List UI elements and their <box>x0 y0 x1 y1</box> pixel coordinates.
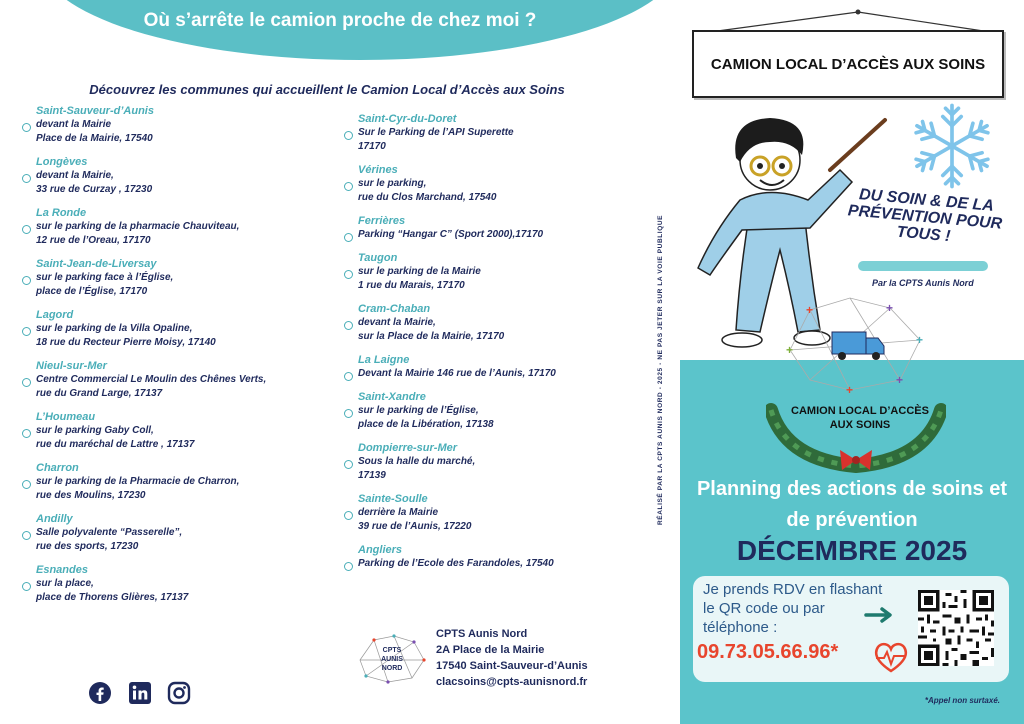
svg-text:AUNIS: AUNIS <box>381 656 403 663</box>
badge-text: CAMION LOCAL D’ACCÈS AUX SOINS <box>791 405 929 431</box>
brush-stroke <box>858 258 988 274</box>
stop-town: La Laigne <box>358 354 410 366</box>
stop-address-line: Sur le Parking de l’API Superette <box>358 127 514 138</box>
stop-entry <box>344 214 664 242</box>
stop-address-line: place de Thorens Glières, 17137 <box>36 592 189 603</box>
svg-text:+: + <box>806 303 814 317</box>
stop-address-line: 17139 <box>358 470 386 481</box>
bullet-icon <box>344 270 353 279</box>
svg-text:NORD: NORD <box>381 665 403 672</box>
stop-town: Saint-Jean-de-Liversay <box>36 258 157 270</box>
stop-address-line: place de la Libération, 17138 <box>358 419 494 430</box>
bullet-icon <box>344 460 353 469</box>
stop-town: Lagord <box>36 309 74 321</box>
stop-entry <box>22 410 332 452</box>
stop-entry <box>22 155 332 197</box>
bullet-icon <box>22 378 31 387</box>
contact-name: CPTS Aunis Nord <box>436 628 528 640</box>
rdv-text: Je prends RDV en flashant le QR code ou par téléphone : <box>703 581 883 636</box>
sign-title <box>692 30 1004 98</box>
stop-town: La Ronde <box>36 207 87 219</box>
bullet-icon <box>344 409 353 418</box>
stop-entry <box>344 353 664 381</box>
bullet-icon <box>344 131 353 140</box>
stop-address-line: rue des sports, 17230 <box>36 541 139 552</box>
linkedin-icon[interactable] <box>128 681 152 705</box>
stop-address-line: sur la place, <box>36 578 94 589</box>
stop-entry <box>22 206 332 248</box>
stop-town: Longèves <box>36 156 88 168</box>
stop-address-line: devant la Mairie, <box>36 170 114 181</box>
bullet-icon <box>344 562 353 571</box>
svg-text:+: + <box>896 373 904 387</box>
stop-address-line: rue des Moulins, 17230 <box>36 490 146 501</box>
cpts-logo <box>354 630 430 686</box>
heartbeat-icon <box>872 640 910 674</box>
qr-code[interactable] <box>918 590 994 666</box>
arrow-right-icon <box>864 606 896 624</box>
holly-wreath <box>766 400 946 476</box>
stop-address-line: sur le parking de la Pharmacie de Charron, <box>36 476 240 487</box>
bullet-icon <box>344 372 353 381</box>
stop-address-line: sur la Place de la Mairie, 17170 <box>358 331 505 342</box>
stop-address-line: sur le parking de l’Église, <box>358 405 479 416</box>
stop-entry <box>22 461 332 503</box>
instagram-icon[interactable] <box>167 681 191 705</box>
stop-town: Taugon <box>358 252 398 264</box>
svg-text:+: + <box>916 333 924 347</box>
planning-month: DÉCEMBRE 2025 <box>736 535 968 566</box>
stop-entry <box>344 390 664 432</box>
stop-address-line: sur le parking Gaby Coll, <box>36 425 154 436</box>
bullet-icon <box>22 123 31 132</box>
stop-town: Sainte-Soulle <box>358 493 428 505</box>
stop-entry <box>344 251 664 293</box>
bullet-icon <box>22 225 31 234</box>
stop-town: Charron <box>36 462 79 474</box>
stop-town: Angliers <box>358 544 403 556</box>
facebook-icon[interactable] <box>88 681 112 705</box>
stop-address-line: Sous la halle du marché, <box>358 456 476 467</box>
bullet-icon <box>22 276 31 285</box>
stop-town: Dompierre-sur-Mer <box>358 442 458 454</box>
stop-town: Saint-Xandre <box>358 391 426 403</box>
planning-title: Planning des actions de soins et de prévention <box>696 478 1008 531</box>
stop-address-line: 17170 <box>358 141 386 152</box>
stop-address-line: devant la Mairie <box>36 119 112 130</box>
bullet-icon <box>344 233 353 242</box>
stops-list-right <box>344 112 664 580</box>
bullet-icon <box>344 182 353 191</box>
contact-email[interactable]: clacsoins@cpts-aunisnord.fr <box>436 676 588 688</box>
stop-address-line: rue du maréchal de Lattre , 17137 <box>36 439 195 450</box>
stop-entry <box>344 112 664 154</box>
stop-address-line: devant la Mairie, <box>358 317 436 328</box>
stop-town: Andilly <box>36 513 73 525</box>
stop-address-line: sur le parking de la Mairie <box>358 266 481 277</box>
stop-address-line: rue du Clos Marchand, 17540 <box>358 192 497 203</box>
stop-address-line: derrière la Mairie <box>358 507 439 518</box>
stop-address-line: place de l’Église, 17170 <box>36 286 148 297</box>
stop-town: Saint-Cyr-du-Doret <box>358 113 457 125</box>
stop-town: Nieul-sur-Mer <box>36 360 107 372</box>
stop-address-line: 12 rue de l’Oreau, 17170 <box>36 235 151 246</box>
stop-address-line: 1 rue du Marais, 17170 <box>358 280 465 291</box>
stop-address-line: Salle polyvalente “Passerelle”, <box>36 527 183 538</box>
stop-address-line: Devant la Mairie 146 rue de l’Aunis, 17170 <box>358 368 556 379</box>
svg-text:+: + <box>786 343 794 357</box>
svg-text:+: + <box>846 383 854 397</box>
svg-text:+: + <box>886 301 894 315</box>
stop-address-line: 33 rue de Curzay , 17230 <box>36 184 153 195</box>
bullet-icon <box>22 531 31 540</box>
stop-town: Esnandes <box>36 564 88 576</box>
stop-address-line: 39 rue de l’Aunis, 17220 <box>358 521 472 532</box>
stop-entry <box>344 163 664 205</box>
bullet-icon <box>344 511 353 520</box>
stop-town: Cram-Chaban <box>358 303 431 315</box>
stop-address-line: 18 rue du Recteur Pierre Moisy, 17140 <box>36 337 216 348</box>
stop-address-line: sur le parking de la pharmacie Chauviteau, <box>36 221 240 232</box>
bullet-icon <box>22 582 31 591</box>
stop-entry <box>344 302 664 344</box>
footnote: *Appel non surtaxé. <box>924 696 1000 705</box>
stop-town: Saint-Sauveur-d’Aunis <box>36 105 154 117</box>
stop-entry <box>344 543 664 571</box>
stop-address-line: Parking de l’Ecole des Farandoles, 17540 <box>358 558 554 569</box>
stop-entry <box>22 257 332 299</box>
vertical-note: RÉALISÉ PAR LA CPTS AUNIS NORD - 2025 - NE PAS JETER SUR LA VOIE PUBLIQUE <box>657 214 664 526</box>
snowflake-icon <box>906 100 998 192</box>
bullet-icon <box>22 174 31 183</box>
stop-entry <box>22 563 332 605</box>
sign-title-text: CAMION LOCAL D’ACCÈS AUX SOINS <box>710 55 986 73</box>
stop-address-line: sur le parking, <box>358 178 427 189</box>
stop-town: L’Houmeau <box>36 411 96 423</box>
bullet-icon <box>22 327 31 336</box>
stop-entry <box>22 359 332 401</box>
page-title: Où s’arrête le camion proche de chez moi ? <box>143 10 537 31</box>
stop-town: Ferrières <box>358 215 406 227</box>
stop-address-line: Centre Commercial Le Moulin des Chênes Verts, <box>36 374 267 385</box>
bullet-icon <box>22 429 31 438</box>
stop-entry <box>22 512 332 554</box>
stop-address-line: rue du Grand Large, 17137 <box>36 388 163 399</box>
stop-address-line: Place de la Mairie, 17540 <box>36 133 153 144</box>
byline: Par la CPTS Aunis Nord <box>872 278 974 288</box>
stop-address-line: sur le parking de la Villa Opaline, <box>36 323 193 334</box>
stop-town: Vérines <box>358 164 398 176</box>
stop-entry <box>22 308 332 350</box>
contact-address-1: 2A Place de la Mairie <box>436 644 545 656</box>
stop-entry <box>22 104 332 146</box>
tagline: DU SOIN & DE LA PRÉVENTION POUR TOUS ! <box>847 186 1003 246</box>
contact-block <box>436 626 588 690</box>
stop-address-line: Parking “Hangar C” (Sport 2000),17170 <box>358 229 544 240</box>
svg-text:CPTS: CPTS <box>382 647 402 654</box>
page-subtitle: Découvrez les communes qui accueillent le Camion Local d’Accès aux Soins <box>89 82 565 97</box>
stop-entry <box>344 492 664 534</box>
bullet-icon <box>22 480 31 489</box>
network-truck-illustration <box>780 290 930 400</box>
stop-entry <box>344 441 664 483</box>
contact-address-2: 17540 Saint-Sauveur-d’Aunis <box>436 660 588 672</box>
stop-address-line: sur le parking face à l’Église, <box>36 272 174 283</box>
phone-number[interactable]: 09.73.05.66.96* <box>697 641 839 663</box>
bullet-icon <box>344 321 353 330</box>
stops-list-left <box>22 104 332 614</box>
